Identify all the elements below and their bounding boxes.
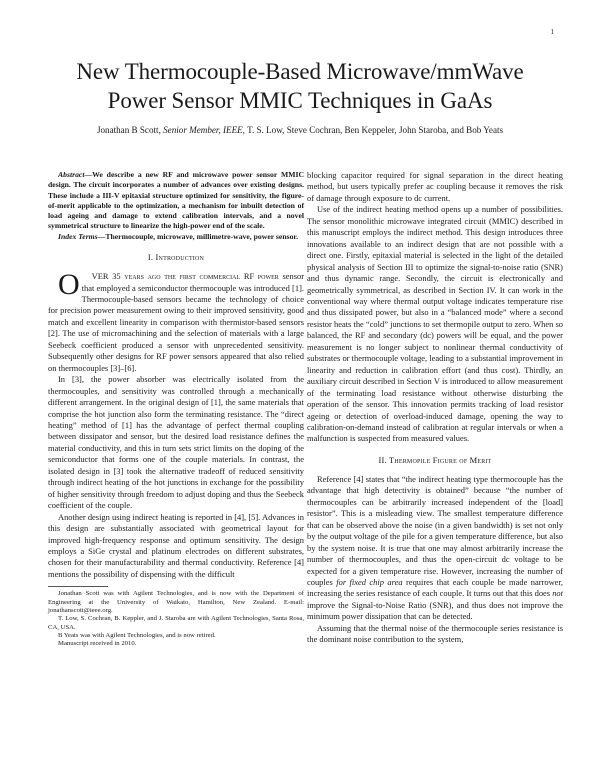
footnote-divider (48, 586, 108, 587)
intro-p1-text: sensor that employed a semiconductor thermocouple was introduced [1]. Thermocouple-based sensors became the technology of choice for precision power measurement owing to their improved sensitivity, good match and excellent linearity in comparison with thermistor-based sensors [2]. The use of micromachining and the selection of materials with a large Seebeck coefficient produced a sensor with unprecedented sensitivity. Subsequently other designs for RF power sensors appeared that also relied on thermocouples [3]–[6]. (48, 271, 305, 373)
index-terms-text: —Thermocouple, microwave, millimetre-wave, power sensor. (97, 231, 299, 241)
fom-p1-not: not (552, 588, 563, 599)
paper-title (20, 57, 580, 115)
index-terms-label: Index Terms (58, 231, 98, 241)
footnote-affiliation-yeats: B Yeats was with Agilent Technologies, and is now retired. (58, 631, 216, 639)
right-paragraph-1: blocking capacitor required for signal separation in the direct heating method, but users typically prefer ac coupling because it removes the risk of damage through exposure to dc current. (307, 170, 563, 203)
section-heading-figure-of-merit: II. Thermopile Figure of Merit (378, 454, 492, 465)
title-line-1: New Thermocouple-Based Microwave/mmWave (76, 59, 524, 84)
author-1-membership: Senior Member, IEEE, (163, 125, 245, 135)
fom-p1-text: Reference [4] states that “the indirect heating type thermocouple has the advantage that high detectivity is obtained” because “the number of thermocouples can be arbitrarily increased independent of the [load] resistor”. This is a misleading view. The smallest temperature difference that can be observed above the noise (in a given bandwidth) is set not only by the output voltage of the pile for a given temperature difference, but also by the system noise. It is true that one may almost arbitrarily increase the number of thermocouples, and thus the open-circuit dc voltage to be expected for a given temperature rise. However, increasing the number of couples (307, 473, 563, 587)
other-authors: T. S. Low, Steve Cochran, Ben Keppeler, John Staroba, and Bob Yeats (247, 125, 504, 135)
index-terms (48, 232, 304, 242)
intro-lead-in: VER 35 years ago the first commercial RF power (91, 271, 279, 282)
fom-paragraph-2: Assuming that the thermal noise of the thermocouple series resistance is the dominant noise contribution to the system, (307, 622, 563, 645)
abstract (48, 170, 304, 232)
footnote-affiliation-scott: Jonathan Scott was with Agilent Technologies, and is now with the Department of Engineering at the University of Waikato, Hamilton, New Zealand. E-mail: jonathanscott@ieee.org. (48, 590, 304, 614)
footnote-affiliation-agilent: T. Low, S. Cochran, B. Keppler, and J. Staroba are with Agilent Technologies, Santa Rosa, CA, USA. (48, 615, 304, 631)
intro-paragraph-1 (48, 268, 305, 374)
footnote-manuscript-received: Manuscript received in 2010. (58, 640, 137, 648)
fom-p1-end: improve the Signal-to-Noise Ratio (SNR), and thus does not improve the minimum power dissipation that can be detected. (307, 599, 563, 622)
abstract-label: Abstract (58, 170, 85, 179)
right-column (307, 170, 563, 646)
section-heading-introduction: I. Introduction (147, 252, 205, 263)
author-1: Jonathan B Scott, (96, 125, 161, 135)
fom-p1-italic: for fixed chip area (336, 576, 403, 587)
abstract-text: —We describe a new RF and microwave power sensor MMIC design. The circuit incorporates a number of advances over existing designs. These include a III-V epitaxial structure optimized for sensitivity, the figure-of-merit applicable to the optimization, a mechanism for inbuilt detection of load ageing and damage to extend calibration intervals, and a novel symmetrical structure to linearize the high-power end of the scale. (48, 170, 304, 231)
intro-paragraph-3: Another design using indirect heating is reported in [4], [5]. Advances in this design are substantially associated with geometrical layout for improved high-frequency response and optimum sensitivity. The design employs a SiGe crystal and platinum electrodes on different substrates, chosen for their manufacturability and thermal conductivity. Reference [4] mentions the possibility of dispensing with the difficult (48, 511, 304, 579)
title-line-2: Power Sensor MMIC Techniques in GaAs (107, 88, 493, 113)
fom-paragraph-1 (307, 474, 563, 623)
left-column (48, 170, 304, 648)
right-paragraph-2: Use of the indirect heating method opens up a number of possibilities. The sensor monolithic microwave integrated circuit (MMIC) described in this manuscript employs the indirect method. This design introduces three innovations available to an indirect design that are not possible with a direct one. Firstly, epitaxial material is selected in the light of the detailed physical analysis of Section III to optimize the signal-to-noise ratio (SNR) and thus dynamic range. Secondly, the circuit is electronically and geometrically symmetrical, as described in Section IV. It can work in the conventional way where thermal output voltage indicates temperature rise and thus dissipated power, but also in a “balanced mode” where a second resistor heats the “cold” junctions to set thermopile output to zero. When so balanced, the RF and secondary (dc) powers will be equal, and the power measurement is no longer subject to nonlinear thermal conductivity of substrates or thermocouple voltage, leading to a substantial improvement in linearity and reduction in calibration effort (and thus cost). Thirdly, an auxiliary circuit described in Section V is introduced to allow measurement of the terminating load resistance without otherwise disturbing the operation of the sensor. This innovation permits tracking of load resistor ageing or detection of overload-induced damage, opening the way to calibration-on-demand instead of calibration at regular intervals or when a malfunction is suspected from measured values. (307, 204, 563, 444)
author-list (20, 124, 580, 136)
drop-cap: O (58, 268, 80, 302)
intro-paragraph-2: In [3], the power absorber was electrically isolated from the thermocouples, and sensitivity was controlled through a mechanically different arrangement. In the original design of [1], the same materials that comprise the hot junction also form the terminating resistance. The “direct heating” method of [1] has the advantage of perfect thermal coupling between dissipator and sensor, but the desired load resistance defines the material conductivity, and this in turn sets strict limits on the doping of the semiconductor that forms one of the couple materials. In contrast, the isolated design in [3] took the alternative tradeoff of reduced sensitivity through indirect heating of the hot junctions in exchange for the possibility of higher sensitivity through freedom to adjust doping and thus the Seebeck coefficient of the couple. (48, 374, 304, 511)
fom-p1-cont: requires that each couple be made narrower, increasing the series resistance of each couple. It turns out that this does (307, 576, 564, 599)
page-number: 1 (550, 28, 554, 36)
